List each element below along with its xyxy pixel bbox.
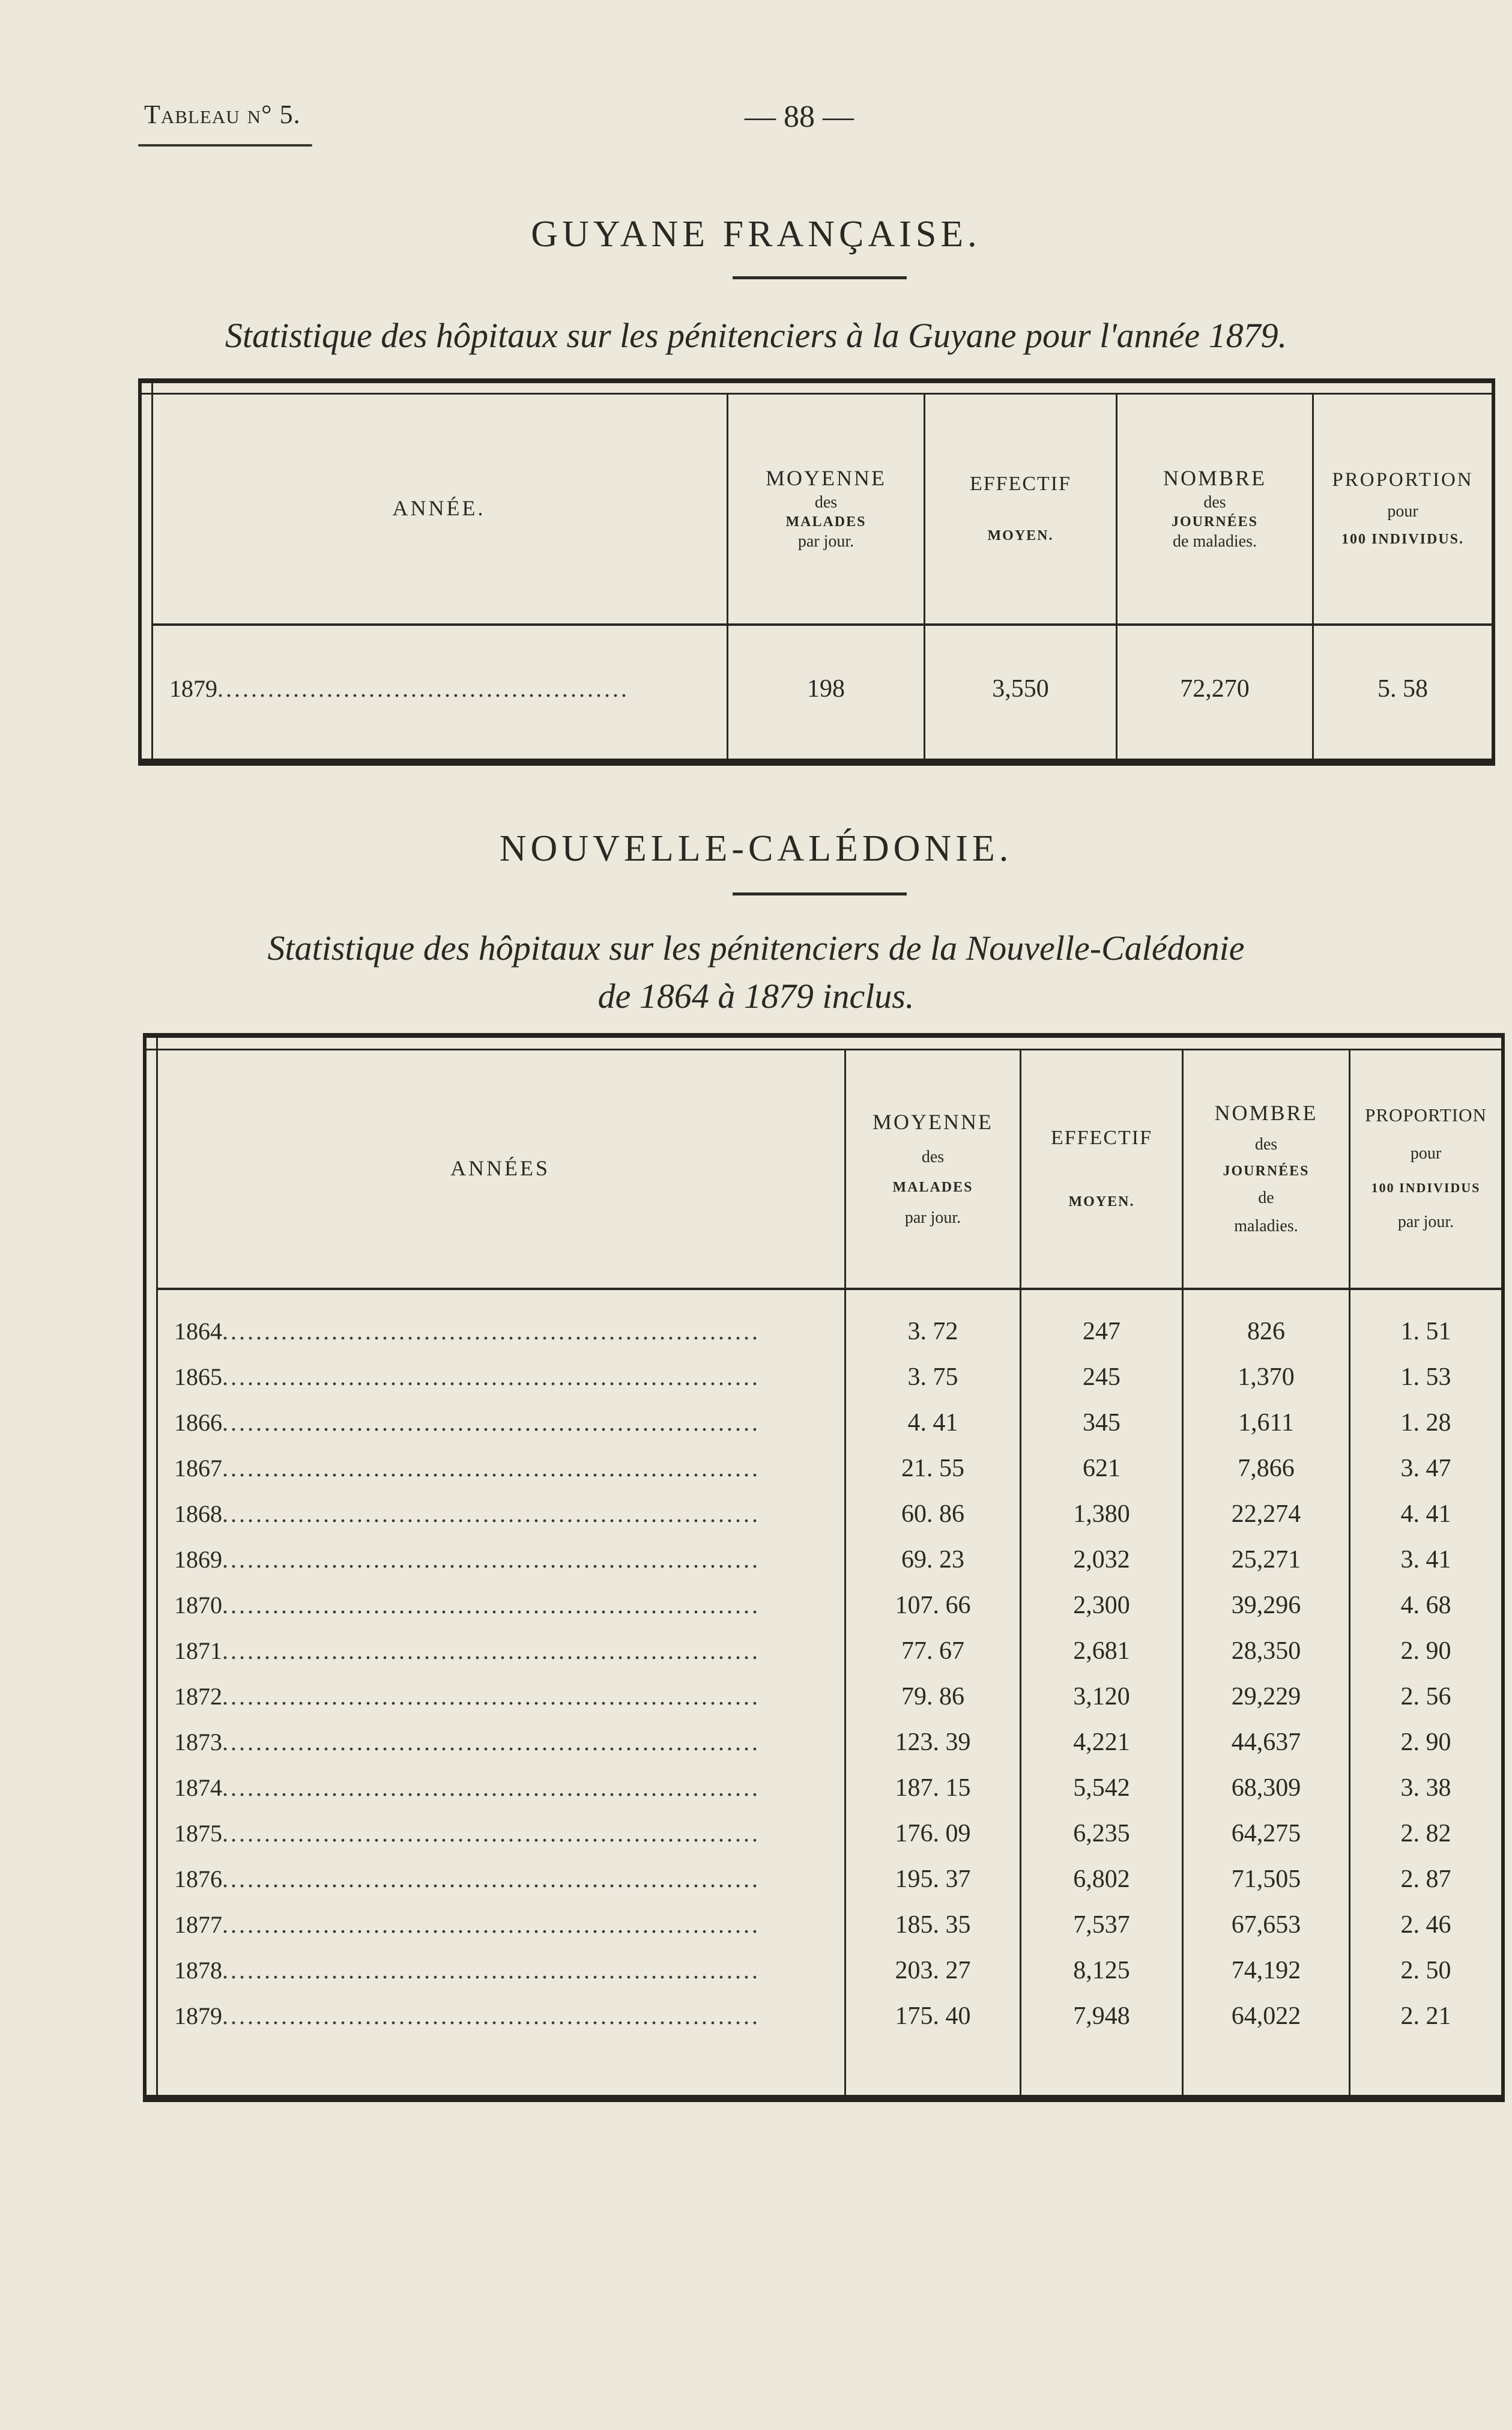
table-row xyxy=(151,667,1492,711)
moyenne-cell: 69. 23 xyxy=(901,1546,964,1574)
journees-cell: 7,866 xyxy=(1238,1455,1295,1482)
year-value: 1865 xyxy=(174,1363,222,1390)
header-moyenne xyxy=(846,1049,1020,1288)
header-effectif xyxy=(925,393,1116,623)
effectif-cell: 6,802 xyxy=(1073,1865,1130,1893)
leader-dots: ................................................................ xyxy=(222,1455,760,1482)
table-row xyxy=(156,1446,1501,1491)
year-value: 1869 xyxy=(174,1546,222,1573)
effectif-cell: 247 xyxy=(1083,1318,1120,1345)
header-effectif-line1: EFFECTIF xyxy=(1050,1126,1153,1149)
moyenne-cell: 107. 66 xyxy=(895,1592,971,1619)
leader-dots: ................................................................ xyxy=(222,2002,760,2029)
leader-dots: ................................................................ xyxy=(222,1546,760,1573)
header-effectif-line1: EFFECTIF xyxy=(969,472,1072,495)
leader-dots: ................................................................ xyxy=(222,1592,760,1619)
header-moyenne-line1: MOYENNE xyxy=(872,1109,993,1134)
proportion-cell: 1. 51 xyxy=(1400,1318,1451,1345)
journees-cell: 1,611 xyxy=(1238,1409,1294,1437)
header-nombre-line1: NOMBRE xyxy=(1214,1101,1318,1125)
effectif-cell: 245 xyxy=(1083,1363,1120,1391)
caledonie-subtitle-line1: Statistique des hôpitaux sur les pénitenciers de la Nouvelle-Calédonie xyxy=(267,929,1245,968)
guyane-title-rule xyxy=(733,276,907,279)
journees-cell: 22,274 xyxy=(1231,1500,1301,1528)
year-cell xyxy=(174,1994,847,2038)
header-nombre xyxy=(1184,1049,1349,1288)
effectif-cell: 2,681 xyxy=(1073,1637,1130,1665)
header-moyenne-line1: MOYENNE xyxy=(766,465,886,490)
leader-dots: ................................................................ xyxy=(222,1409,760,1436)
year-value: 1867 xyxy=(174,1455,222,1482)
moyenne-cell: 175. 40 xyxy=(895,2002,971,2030)
leader-dots: ................................................................ xyxy=(222,1637,760,1664)
table-row xyxy=(156,1720,1501,1765)
leader-dots: ................................................................ xyxy=(222,1500,760,1527)
year-cell xyxy=(174,1355,847,1399)
table-row xyxy=(156,1629,1501,1673)
header-effectif-line2: MOYEN. xyxy=(987,528,1054,544)
moyenne-cell: 3. 72 xyxy=(907,1318,958,1345)
header-proportion-line2: pour xyxy=(1410,1144,1442,1163)
effectif-cell: 345 xyxy=(1083,1409,1120,1437)
table-row xyxy=(156,1492,1501,1536)
effectif-cell: 3,550 xyxy=(992,675,1049,703)
journees-cell: 28,350 xyxy=(1231,1637,1301,1665)
caledonie-table xyxy=(143,1033,1505,2102)
caledonie-header-rule xyxy=(156,1288,1501,1290)
proportion-cell: 2. 21 xyxy=(1400,2002,1451,2030)
header-annee: ANNÉE. xyxy=(392,495,486,520)
proportion-cell: 1. 28 xyxy=(1400,1409,1451,1437)
proportion-cell: 2. 90 xyxy=(1400,1729,1451,1756)
guyane-subtitle: Statistique des hôpitaux sur les pénitenciers à la Guyane pour l'année 1879. xyxy=(225,316,1287,355)
table-row xyxy=(156,1309,1501,1354)
journees-cell: 74,192 xyxy=(1231,1957,1301,1984)
year-cell xyxy=(174,1401,847,1445)
leader-dots: ................................................................ xyxy=(222,1683,760,1710)
effectif-cell: 1,380 xyxy=(1073,1500,1130,1528)
moyenne-cell: 176. 09 xyxy=(895,1820,971,1847)
proportion-cell: 4. 68 xyxy=(1400,1592,1451,1619)
header-nombre-line3: JOURNÉES xyxy=(1223,1163,1310,1179)
leader-dots: ................................................................ xyxy=(222,1957,760,1984)
header-proportion-line3: 100 INDIVIDUS xyxy=(1371,1180,1481,1195)
header-annees: ANNÉES xyxy=(450,1156,550,1180)
effectif-cell: 6,235 xyxy=(1073,1820,1130,1847)
effectif-cell: 621 xyxy=(1083,1455,1120,1482)
caledonie-subtitle-line2: de 1864 à 1879 inclus. xyxy=(597,977,915,1016)
header-nombre xyxy=(1117,393,1312,623)
leader-dots: ................................................................ xyxy=(222,1820,760,1847)
year-value: 1868 xyxy=(174,1500,222,1527)
effectif-cell: 7,537 xyxy=(1073,1911,1130,1939)
header-nombre-line2: des xyxy=(1254,1135,1278,1154)
proportion-cell: 2. 50 xyxy=(1400,1957,1451,1984)
header-proportion-line4: par jour. xyxy=(1397,1213,1454,1232)
proportion-cell: 2. 56 xyxy=(1400,1683,1451,1710)
proportion-cell: 5. 58 xyxy=(1377,675,1428,703)
moyenne-cell: 21. 55 xyxy=(901,1455,964,1482)
proportion-cell: 3. 38 xyxy=(1400,1774,1451,1802)
journees-cell: 64,275 xyxy=(1231,1820,1301,1847)
effectif-cell: 5,542 xyxy=(1073,1774,1130,1802)
effectif-cell: 2,032 xyxy=(1073,1546,1130,1574)
header-moyenne-line2: des xyxy=(921,1147,945,1166)
moyenne-cell: 123. 39 xyxy=(895,1729,971,1756)
year-value: 1864 xyxy=(174,1318,222,1345)
table-row xyxy=(156,1811,1501,1856)
year-value: 1879 xyxy=(174,2002,222,2029)
table-row xyxy=(156,1857,1501,1901)
journees-cell: 44,637 xyxy=(1231,1729,1301,1756)
effectif-cell: 8,125 xyxy=(1073,1957,1130,1984)
page-number: — 88 — xyxy=(745,100,854,134)
header-nombre-line2: des xyxy=(1203,492,1226,512)
caledonie-title-rule xyxy=(733,892,907,895)
header-nombre-line3: JOURNÉES xyxy=(1171,514,1259,530)
journees-cell: 67,653 xyxy=(1231,1911,1301,1939)
proportion-cell: 4. 41 xyxy=(1400,1500,1451,1528)
year-value: 1872 xyxy=(174,1683,222,1710)
header-nombre-line4: de maladies. xyxy=(1173,532,1257,551)
moyenne-cell: 79. 86 xyxy=(901,1683,964,1710)
moyenne-cell: 3. 75 xyxy=(907,1363,958,1391)
guyane-header-rule xyxy=(151,623,1492,626)
moyenne-cell: 198 xyxy=(807,675,845,703)
year-value: 1875 xyxy=(174,1820,222,1847)
proportion-cell: 3. 41 xyxy=(1400,1546,1451,1574)
journees-cell: 1,370 xyxy=(1238,1363,1295,1391)
year-cell xyxy=(169,667,728,711)
leader-dots: ................................................................ xyxy=(222,1363,760,1390)
year-cell xyxy=(174,1811,847,1856)
year-value: 1874 xyxy=(174,1774,222,1801)
proportion-cell: 2. 82 xyxy=(1400,1820,1451,1847)
journees-cell: 25,271 xyxy=(1231,1546,1301,1574)
year-cell xyxy=(174,1446,847,1491)
table-row xyxy=(156,1538,1501,1582)
moyenne-cell: 195. 37 xyxy=(895,1865,971,1893)
year-cell xyxy=(174,1720,847,1765)
table-row xyxy=(156,1994,1501,2038)
journees-cell: 826 xyxy=(1247,1318,1285,1345)
journees-cell: 64,022 xyxy=(1231,2002,1301,2030)
year-value: 1879 xyxy=(169,675,217,702)
header-proportion-line2: pour xyxy=(1387,502,1418,521)
journees-cell: 68,309 xyxy=(1231,1774,1301,1802)
moyenne-cell: 185. 35 xyxy=(895,1911,971,1939)
effectif-cell: 7,948 xyxy=(1073,2002,1130,2030)
effectif-cell: 2,300 xyxy=(1073,1592,1130,1619)
journees-cell: 71,505 xyxy=(1231,1865,1301,1893)
caledonie-title: NOUVELLE-CALÉDONIE. xyxy=(499,828,1013,869)
tableau-underline xyxy=(138,144,312,147)
year-value: 1870 xyxy=(174,1592,222,1619)
header-proportion-line1: PROPORTION xyxy=(1365,1104,1487,1126)
leader-dots: ................................................. xyxy=(217,675,629,702)
header-moyenne xyxy=(728,393,924,623)
table-row xyxy=(156,1401,1501,1445)
year-value: 1878 xyxy=(174,1957,222,1984)
table-row xyxy=(156,1903,1501,1947)
journees-cell: 29,229 xyxy=(1231,1683,1301,1710)
header-moyenne-line3: MALADES xyxy=(785,514,866,530)
header-nombre-line5: maladies. xyxy=(1234,1217,1298,1235)
moyenne-cell: 77. 67 xyxy=(901,1637,964,1665)
year-cell xyxy=(174,1948,847,1993)
year-cell xyxy=(174,1857,847,1901)
header-proportion-line3: 100 INDIVIDUS. xyxy=(1341,532,1465,548)
header-moyenne-line2: des xyxy=(814,492,838,512)
moyenne-cell: 203. 27 xyxy=(895,1957,971,1984)
year-cell xyxy=(174,1538,847,1582)
moyenne-cell: 60. 86 xyxy=(901,1500,964,1528)
table-row xyxy=(156,1583,1501,1628)
header-nombre-line1: NOMBRE xyxy=(1163,465,1267,490)
effectif-cell: 3,120 xyxy=(1073,1683,1130,1710)
year-cell xyxy=(174,1629,847,1673)
year-cell xyxy=(174,1674,847,1719)
table-row xyxy=(156,1948,1501,1993)
table-row xyxy=(156,1355,1501,1399)
header-moyenne-line4: par jour. xyxy=(904,1208,961,1227)
proportion-cell: 2. 46 xyxy=(1400,1911,1451,1939)
year-cell xyxy=(174,1583,847,1628)
leader-dots: ................................................................ xyxy=(222,1865,760,1892)
moyenne-cell: 187. 15 xyxy=(895,1774,971,1802)
year-value: 1873 xyxy=(174,1729,222,1756)
leader-dots: ................................................................ xyxy=(222,1318,760,1345)
year-cell xyxy=(174,1492,847,1536)
proportion-cell: 2. 87 xyxy=(1400,1865,1451,1893)
journees-cell: 39,296 xyxy=(1231,1592,1301,1619)
guyane-title: GUYANE FRANÇAISE. xyxy=(531,214,981,255)
year-value: 1866 xyxy=(174,1409,222,1436)
year-cell xyxy=(174,1903,847,1947)
leader-dots: ................................................................ xyxy=(222,1911,760,1938)
header-moyenne-line3: MALADES xyxy=(892,1179,973,1195)
journees-cell: 72,270 xyxy=(1180,675,1250,703)
table-row xyxy=(156,1674,1501,1719)
leader-dots: ................................................................ xyxy=(222,1729,760,1756)
proportion-cell: 1. 53 xyxy=(1400,1363,1451,1391)
header-nombre-line4: de xyxy=(1258,1189,1274,1207)
header-effectif xyxy=(1021,1049,1182,1288)
year-value: 1871 xyxy=(174,1637,222,1664)
year-cell xyxy=(174,1766,847,1810)
header-proportion xyxy=(1314,393,1492,623)
moyenne-cell: 4. 41 xyxy=(907,1409,958,1437)
proportion-cell: 2. 90 xyxy=(1400,1637,1451,1665)
header-proportion-line1: PROPORTION xyxy=(1332,468,1474,491)
effectif-cell: 4,221 xyxy=(1073,1729,1130,1756)
header-moyenne-line4: par jour. xyxy=(797,532,854,551)
guyane-table xyxy=(138,378,1495,766)
year-cell xyxy=(174,1309,847,1354)
year-value: 1877 xyxy=(174,1911,222,1938)
leader-dots: ................................................................ xyxy=(222,1774,760,1801)
year-value: 1876 xyxy=(174,1865,222,1892)
proportion-cell: 3. 47 xyxy=(1400,1455,1451,1482)
header-proportion xyxy=(1350,1049,1501,1288)
header-effectif-line2: MOYEN. xyxy=(1068,1194,1135,1210)
table-row xyxy=(156,1766,1501,1810)
tableau-label: Tableau n° 5. xyxy=(144,100,301,129)
